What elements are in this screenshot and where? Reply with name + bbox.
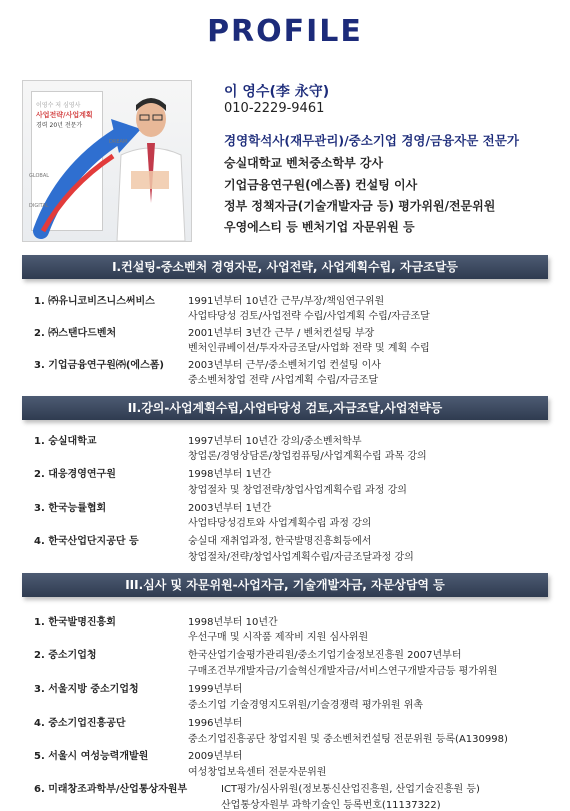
photo-label-global: GLOBAL [29,173,50,179]
profile-photo [22,80,192,242]
bio-line: 우영에스티 등 벤처기업 자문위원 등 [224,220,415,234]
page-title: PROFILE [207,14,363,49]
item-detail: 1991년부터 10년간 근무/부장/책임연구위원 [188,296,385,307]
bio-line: 정부 정책자금(기술개발자금 등) 평가위원/전문위원 [224,199,496,213]
item-detail: 창업절차/전략/창업사업계획수립/자금조달과정 강의 [188,552,414,563]
item-detail: 2001년부터 3년간 근무 / 벤처컨설팅 부장 [188,328,375,339]
item-detail: 여성창업보육센터 전문자문위원 [188,767,327,778]
photo-label-digital: DIGITAL [29,203,49,209]
item-detail: 2003년부터 근무/중소벤처기업 컨설팅 이사 [188,360,381,371]
book-author: 이영수 저 심영사 [36,102,81,109]
item-detail: 1998년부터 10년간 [188,617,278,628]
book-subtitle: 경력 20년 전문가 [36,122,83,129]
item-label: 1. ㈜유니코비즈니스써비스 [34,296,155,307]
item-detail: 한국산업기술평가관리원/중소기업기술정보진흥원 2007년부터 [188,650,462,661]
item-detail: 중소벤처창업 전략 /사업계획 수립/자금조달 [188,375,379,386]
section-header-consulting: I.컨설팅-중소벤처 경영자문, 사업전략, 사업계획수립, 자금조달등 [22,255,548,279]
bio-line: 숭실대학교 벤처중소학부 강사 [224,156,384,170]
photo-label-dream: DREAM [109,139,128,145]
item-label: 6. 미래창조과학부/산업통상자원부 [34,784,188,795]
item-label: 3. 서울지방 중소기업청 [34,684,139,695]
item-label: 2. 대응경영연구원 [34,469,116,480]
item-detail: 중소기업 기술경영지도위원/기술경쟁력 평가위원 위촉 [188,700,424,711]
item-detail: 창업절차 및 창업전략/창업사업계획수립 과정 강의 [188,485,407,496]
profile-headline: 경영학석사(재무관리)/중소기업 경영/금융자문 전문가 [224,133,519,148]
item-label: 2. 중소기업청 [34,650,97,661]
item-label: 2. ㈜스탠다드벤처 [34,328,117,339]
item-detail: 1996년부터 [188,718,243,729]
item-detail: 창업론/경영상담론/창업컴퓨팅/사업계획수립 과목 강의 [188,451,427,462]
bio-line: 기업금융연구원(에스폼) 컨설팅 이사 [224,178,418,192]
section-header-advisory: III.심사 및 자문위원-사업자금, 기술개발자금, 자문상담역 등 [22,573,548,597]
item-detail: 구매조건부개발자금/기술혁신개발자금/서비스연구개발자금등 평가위원 [188,666,498,677]
item-detail: ICT평가/심사위원(정보통신산업진흥원, 산업기술진흥원 등) [221,784,480,795]
section-header-lectures: II.강의-사업계획수립,사업타당성 검토,자금조달,사업전략등 [22,396,548,420]
item-detail: 2003년부터 1년간 [188,503,272,514]
item-label: 1. 숭실대학교 [34,436,97,447]
item-detail: 숭실대 재취업과정, 한국발명진흥회등에서 [188,536,372,547]
item-detail: 사업타당성 검토/사업전략 수립/사업계획 수립/자금조달 [188,311,430,322]
item-detail: 2009년부터 [188,751,243,762]
profile-name: 이 영수(李 永守) [224,84,330,100]
item-detail: 산업통상자원부 과학기술인 등록번호(11137322) [221,800,441,811]
item-label: 4. 한국산업단지공단 등 [34,536,139,547]
item-label: 5. 서울시 여성능력개발원 [34,751,149,762]
item-detail: 벤처인큐베이션/투자자금조달/사업화 전략 및 계획 수립 [188,343,430,354]
person-figure [111,93,189,241]
item-label: 3. 한국능률협회 [34,503,107,514]
item-detail: 1997년부터 10년간 강의/중소벤처학부 [188,436,362,447]
item-label: 4. 중소기업진흥공단 [34,718,126,729]
profile-phone: 010-2229-9461 [224,101,325,116]
book-title: 사업전략/사업계획 [36,111,93,119]
item-detail: 사업타당성검토와 사업계획수립 과정 강의 [188,518,372,529]
item-detail: 1999년부터 [188,684,243,695]
item-label: 1. 한국발명진흥회 [34,617,116,628]
item-detail: 우선구매 및 시작품 제작비 지원 심사위원 [188,632,369,643]
item-detail: 1998년부터 1년간 [188,469,272,480]
item-detail: 중소기업진흥공단 창업지원 및 중소벤처컨설팅 전문위원 등록(A130998) [188,734,508,745]
item-label: 3. 기업금융연구원㈜(에스폼) [34,360,164,371]
